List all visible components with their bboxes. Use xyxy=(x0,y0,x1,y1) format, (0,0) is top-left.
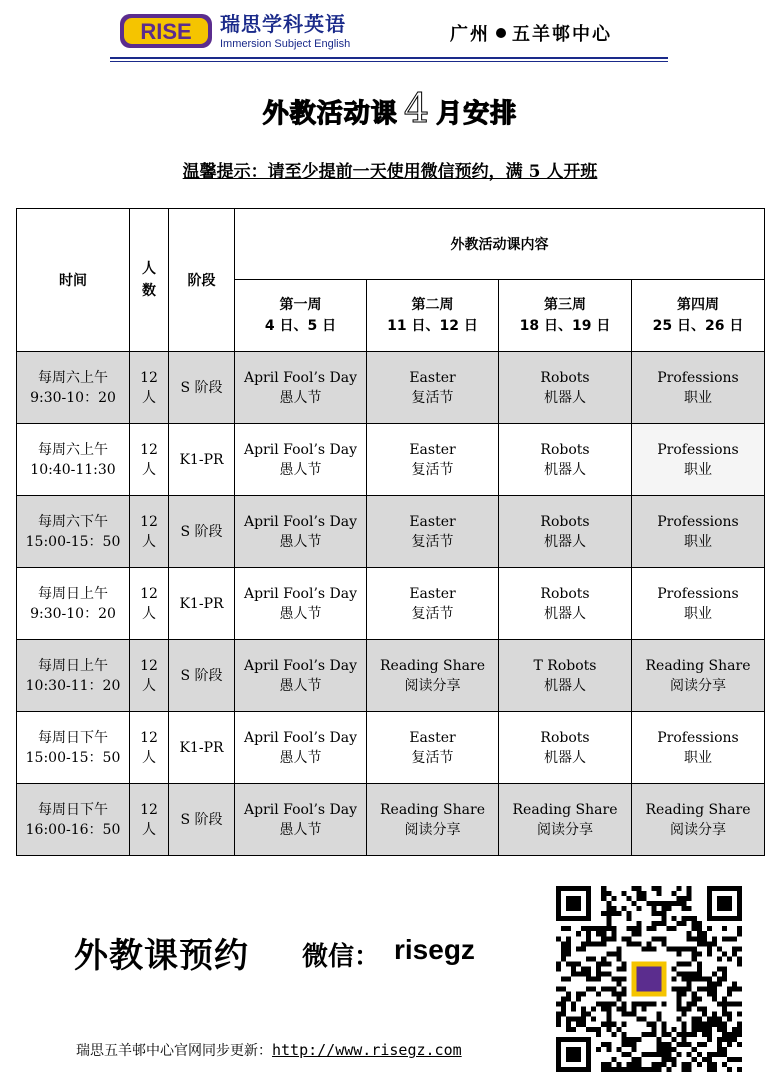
activity-en: Easter xyxy=(409,369,456,386)
time-cell xyxy=(17,496,130,568)
activity-cn: 愚人节 xyxy=(279,821,322,838)
activity-en: Robots xyxy=(540,369,590,386)
time-cell xyxy=(17,424,130,496)
activity-cell xyxy=(499,424,632,496)
people-cell xyxy=(130,424,169,496)
stage-label: K1-PR xyxy=(179,451,224,468)
activity-cn: 机器人 xyxy=(544,461,586,478)
activity-cn: 职业 xyxy=(684,533,712,550)
activity-cn: 阅读分享 xyxy=(670,677,726,694)
activity-cell xyxy=(632,424,765,496)
title-prefix: 外教活动课 xyxy=(262,99,398,129)
website-link[interactable]: http://www.risegz.com xyxy=(272,1041,462,1059)
activity-en: Reading Share xyxy=(645,657,751,674)
people-cell xyxy=(130,496,169,568)
activity-cell xyxy=(367,568,499,640)
center-name xyxy=(450,20,612,46)
activity-cn: 职业 xyxy=(684,605,712,622)
brand-name-en: Immersion Subject English xyxy=(220,38,351,50)
booking-heading: 外教课预约 xyxy=(74,936,249,976)
session-time: 9:30-10：20 xyxy=(30,605,116,622)
wechat-label: 微信： xyxy=(302,942,381,972)
table-row xyxy=(17,640,765,712)
header-week-2 xyxy=(367,280,499,352)
header-stage: 阶段 xyxy=(169,209,235,352)
activity-en: Professions xyxy=(657,441,739,458)
stage-label: S 阶段 xyxy=(180,379,223,396)
activity-cn: 职业 xyxy=(684,749,712,766)
reminder-notice: 温馨提示：请至少提前一天使用微信预约，满 5 人开班 xyxy=(182,162,598,182)
activity-cell xyxy=(499,640,632,712)
activity-cn: 阅读分享 xyxy=(670,821,726,838)
activity-cn: 复活节 xyxy=(411,533,454,550)
session-day: 每周日下午 xyxy=(38,729,108,746)
session-day: 每周日上午 xyxy=(38,585,108,602)
activity-en: Professions xyxy=(657,585,739,602)
activity-cn: 复活节 xyxy=(411,749,454,766)
people-count: 12 xyxy=(140,441,158,458)
activity-cn: 机器人 xyxy=(544,389,586,406)
activity-cn: 机器人 xyxy=(544,605,586,622)
schedule-table xyxy=(16,208,765,856)
stage-cell xyxy=(169,784,235,856)
activity-cell xyxy=(632,712,765,784)
activity-cn: 复活节 xyxy=(411,605,454,622)
time-cell xyxy=(17,712,130,784)
activity-cn: 愚人节 xyxy=(279,677,322,694)
center-city: 广州 xyxy=(450,24,490,45)
activity-cn: 机器人 xyxy=(544,533,586,550)
table-row xyxy=(17,784,765,856)
activity-cell xyxy=(499,784,632,856)
time-cell xyxy=(17,568,130,640)
people-unit: 人 xyxy=(142,677,156,694)
header-content: 外教活动课内容 xyxy=(235,209,765,280)
stage-label: S 阶段 xyxy=(180,667,223,684)
header-week-4 xyxy=(632,280,765,352)
activity-cn: 愚人节 xyxy=(279,605,322,622)
qr-code-icon xyxy=(556,886,742,1072)
week-dates: 18 日、19 日 xyxy=(519,317,611,334)
table-row xyxy=(17,568,765,640)
activity-en: Reading Share xyxy=(380,801,485,818)
activity-en: Easter xyxy=(409,441,456,458)
activity-cell xyxy=(367,496,499,568)
session-day: 每周六上午 xyxy=(38,369,108,386)
brand xyxy=(220,8,350,50)
people-count: 12 xyxy=(140,369,158,386)
activity-en: Robots xyxy=(540,585,590,602)
activity-en: Easter xyxy=(409,585,456,602)
header-divider-thin xyxy=(110,61,668,62)
activity-cell xyxy=(632,784,765,856)
activity-cn: 阅读分享 xyxy=(537,821,593,838)
activity-cell xyxy=(235,496,367,568)
people-count: 12 xyxy=(140,513,158,530)
activity-cn: 阅读分享 xyxy=(404,821,461,838)
activity-cn: 愚人节 xyxy=(279,461,322,478)
week-name: 第二周 xyxy=(411,296,454,313)
people-count: 12 xyxy=(140,729,158,746)
brand-name-cn: 瑞思学科英语 xyxy=(220,12,346,36)
activity-cell xyxy=(499,352,632,424)
activity-cell xyxy=(367,640,499,712)
activity-cell xyxy=(367,424,499,496)
rise-logo-icon xyxy=(118,8,214,52)
activity-cell xyxy=(499,712,632,784)
people-unit: 人 xyxy=(142,821,156,838)
activity-cell xyxy=(235,784,367,856)
activity-cell xyxy=(235,352,367,424)
activity-cell xyxy=(632,352,765,424)
activity-cn: 职业 xyxy=(684,461,712,478)
activity-cn: 阅读分享 xyxy=(404,677,461,694)
stage-cell xyxy=(169,568,235,640)
session-time: 9:30-10：20 xyxy=(30,389,116,406)
people-count: 12 xyxy=(140,657,158,674)
website-note xyxy=(76,1040,462,1060)
activity-en: April Fool’s Day xyxy=(243,729,358,746)
activity-en: April Fool’s Day xyxy=(243,585,358,602)
stage-label: K1-PR xyxy=(179,739,224,756)
activity-cell xyxy=(632,496,765,568)
stage-cell xyxy=(169,424,235,496)
activity-en: Robots xyxy=(540,513,590,530)
activity-en: Professions xyxy=(657,369,739,386)
header-week-3 xyxy=(499,280,632,352)
activity-en: Reading Share xyxy=(380,657,485,674)
activity-en: April Fool’s Day xyxy=(243,369,358,386)
session-day: 每周六下午 xyxy=(38,513,108,530)
activity-en: Reading Share xyxy=(512,801,618,818)
website-label: 瑞思五羊邨中心官网同步更新： xyxy=(76,1043,272,1059)
session-time: 15:00-15：50 xyxy=(25,533,121,550)
activity-en: Reading Share xyxy=(645,801,751,818)
activity-cn: 愚人节 xyxy=(279,749,322,766)
activity-cn: 机器人 xyxy=(544,749,586,766)
stage-cell xyxy=(169,712,235,784)
activity-cell xyxy=(235,712,367,784)
time-cell xyxy=(17,352,130,424)
people-unit: 人 xyxy=(142,749,156,766)
activity-en: Professions xyxy=(657,513,739,530)
activity-en: April Fool’s Day xyxy=(243,657,358,674)
activity-en: April Fool’s Day xyxy=(243,441,358,458)
activity-cn: 职业 xyxy=(684,389,712,406)
session-day: 每周日下午 xyxy=(38,801,108,818)
people-unit: 人 xyxy=(142,389,156,406)
activity-en: April Fool’s Day xyxy=(243,513,358,530)
people-unit: 人 xyxy=(142,461,156,478)
header-people: 人数 xyxy=(130,209,169,352)
stage-cell xyxy=(169,496,235,568)
page-title xyxy=(0,86,780,132)
table-row xyxy=(17,424,765,496)
activity-cell xyxy=(499,568,632,640)
logo-text: RISE xyxy=(140,19,192,44)
time-cell xyxy=(17,784,130,856)
time-cell xyxy=(17,640,130,712)
activity-cell xyxy=(235,424,367,496)
title-suffix: 月安排 xyxy=(436,99,518,129)
wechat-id: risegz xyxy=(394,934,475,965)
stage-label: K1-PR xyxy=(179,595,224,612)
people-count: 12 xyxy=(140,585,158,602)
bullet-icon xyxy=(496,28,506,38)
table-row xyxy=(17,712,765,784)
table-row xyxy=(17,496,765,568)
session-time: 10:40-11:30 xyxy=(30,461,116,478)
activity-cell xyxy=(235,640,367,712)
activity-cell xyxy=(632,640,765,712)
header-week-1 xyxy=(235,280,367,352)
week-dates: 11 日、12 日 xyxy=(387,317,478,334)
table-row xyxy=(17,352,765,424)
page-header xyxy=(110,6,670,56)
activity-cell xyxy=(367,784,499,856)
week-dates: 4 日、5 日 xyxy=(264,317,337,334)
activity-en: Easter xyxy=(409,513,456,530)
people-unit: 人 xyxy=(142,605,156,622)
session-day: 每周日上午 xyxy=(38,657,108,674)
activity-cell xyxy=(499,496,632,568)
session-time: 10:30-11：20 xyxy=(25,677,121,694)
activity-en: T Robots xyxy=(533,657,597,674)
activity-en: Easter xyxy=(409,729,456,746)
header-divider xyxy=(110,57,668,59)
session-day: 每周六上午 xyxy=(38,441,108,458)
title-month: 4 xyxy=(403,86,431,132)
people-cell xyxy=(130,712,169,784)
people-unit: 人 xyxy=(142,533,156,550)
activity-cn: 复活节 xyxy=(411,389,454,406)
people-cell xyxy=(130,784,169,856)
week-name: 第一周 xyxy=(279,296,322,313)
week-dates: 25 日、26 日 xyxy=(652,317,744,334)
center-branch: 五羊邨中心 xyxy=(512,24,612,45)
stage-label: S 阶段 xyxy=(180,811,223,828)
session-time: 15:00-15：50 xyxy=(25,749,121,766)
activity-cn: 愚人节 xyxy=(279,389,322,406)
activity-en: Robots xyxy=(540,441,590,458)
people-cell xyxy=(130,568,169,640)
week-name: 第四周 xyxy=(677,296,719,313)
activity-cell xyxy=(367,352,499,424)
activity-cn: 机器人 xyxy=(544,677,586,694)
week-name: 第三周 xyxy=(544,296,586,313)
session-time: 16:00-16：50 xyxy=(25,821,121,838)
stage-cell xyxy=(169,640,235,712)
activity-en: April Fool’s Day xyxy=(243,801,358,818)
activity-en: Professions xyxy=(657,729,739,746)
stage-cell xyxy=(169,352,235,424)
activity-cn: 复活节 xyxy=(411,461,454,478)
activity-cell xyxy=(632,568,765,640)
activity-cell xyxy=(235,568,367,640)
activity-en: Robots xyxy=(540,729,590,746)
people-cell xyxy=(130,640,169,712)
stage-label: S 阶段 xyxy=(180,523,223,540)
people-count: 12 xyxy=(140,801,158,818)
people-cell xyxy=(130,352,169,424)
header-time: 时间 xyxy=(17,209,130,352)
activity-cn: 愚人节 xyxy=(279,533,322,550)
activity-cell xyxy=(367,712,499,784)
